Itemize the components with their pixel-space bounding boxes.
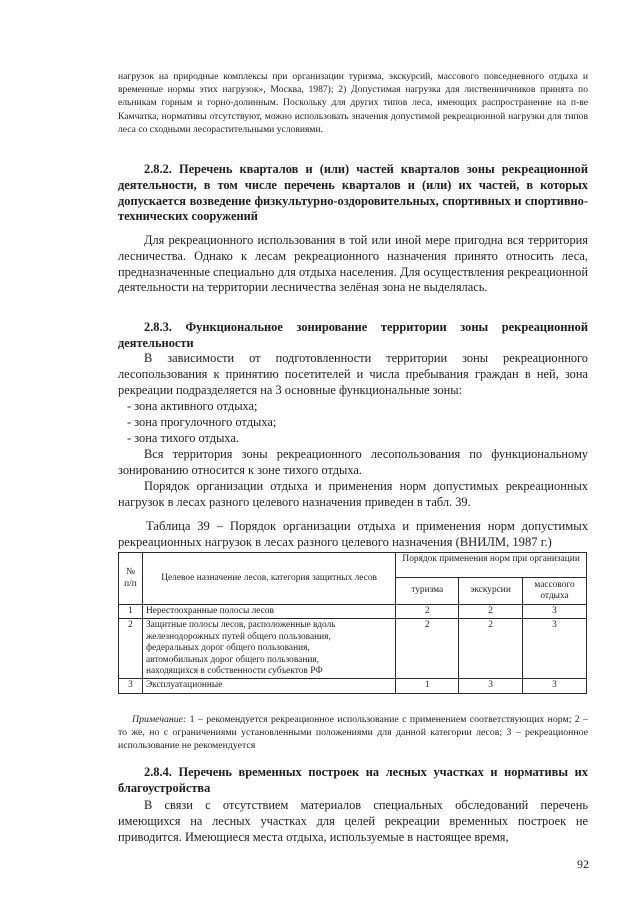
row-tourism: 1 — [396, 679, 459, 693]
section-2-8-3-heading: 2.8.3. Функциональное зонирование территории зоны рекреационной деятельности — [118, 320, 588, 350]
row-mass: 3 — [523, 679, 587, 693]
note-text: 1 – рекомендуется рекреационное использование с применением соответствующих норм; 2 – то же, но с ограничениями установленными положениями для данной категории лесов; 3 – рекреационное использование не рекомендуется — [118, 714, 588, 751]
section-2-8-2-paragraph: Для рекреационного использования в той или иной мере пригодна вся территория лесничества. Однако к лесам рекреационного назначения принято относить леса, предназначенные специально для отдыха населения. Для осуществления рекреационной деятельности на территории лесничества зелёная зона не выделялась. — [118, 233, 588, 295]
row-tourism: 2 — [396, 605, 459, 619]
table-note — [118, 713, 588, 752]
row-mass: 3 — [523, 605, 587, 619]
table-caption: Таблица 39 – Порядок организации отдыха и применения норм допустимых рекреационных нагрузок в лесах разного целевого назначения (ВНИЛМ, 1987 г.) — [118, 519, 588, 549]
section-2-8-4-paragraph: В связи с отсутствием материалов специальных обследований перечень имеющихся на лесных участках для целей рекреации временных построек не приводится. Имеющиеся места отдыха, используемые в настоящее время, — [118, 798, 588, 844]
page-number: 92 — [577, 857, 589, 871]
row-tourism: 2 — [396, 619, 459, 679]
row-purpose: Эксплуатационные — [142, 679, 395, 693]
row-num: 2 — [119, 619, 143, 679]
section-2-8-4-heading: 2.8.4. Перечень временных построек на лесных участках и нормативы их благоустройства — [118, 765, 588, 795]
zone-item-active: - зона активного отдыха; — [127, 399, 258, 413]
section-2-8-2-heading: 2.8.2. Перечень кварталов и (или) частей кварталов зоны рекреационной деятельности, в том числе перечень кварталов и (или) их частей, в которых допускается возведение физкультурно-оздоровительных, спортивных и спортивно-технических сооружений — [118, 162, 588, 224]
section-2-8-3-paragraph-2: Вся территория зоны рекреационного лесопользования по функциональному зонированию относится к зоне тихого отдыха. — [118, 447, 588, 477]
intro-paragraph: нагрузок на природные комплексы при организации туризма, экскурсий, массового повседневного отдыха и временные нормы этих нагрузок», Москва, 1987); 2) Допустимая нагрузка для лиственничников принята по ельникам горным и горно-долинным. Поскольку для других типов леса, имеющих распространение на п-ве Камчатка, нормативы отсутствуют, можно использовать значения допустимой рекреационной нагрузки для типов леса со сходными лесорастительными условиями. — [118, 71, 588, 135]
row-num: 1 — [119, 605, 143, 619]
subheader-excursions: экскурсии — [459, 578, 523, 605]
note-label: Примечание: — [132, 714, 187, 725]
section-2-8-3-paragraph-3: Порядок организации отдыха и применения норм допустимых рекреационных нагрузок в лесах разного целевого назначения приведен в табл. 39. — [118, 479, 588, 509]
zone-item-walking: - зона прогулочного отдыха; — [127, 415, 277, 429]
col-num-header: № п/п — [119, 553, 143, 605]
row-excursions: 2 — [459, 605, 523, 619]
table-header-row — [119, 553, 587, 578]
col-group-header: Порядок применения норм при организации — [396, 553, 587, 578]
table-row — [119, 679, 587, 693]
col-purpose-header: Целевое назначение лесов, категория защитных лесов — [142, 553, 395, 605]
row-purpose: Защитные полосы лесов, расположенные вдоль железнодорожных путей общего пользования, федеральных дорог общего пользования, автомобильных дорог общего пользования, находящихся в собственности субъектов РФ — [142, 619, 395, 679]
row-mass: 3 — [523, 619, 587, 679]
subheader-tourism: туризма — [396, 578, 459, 605]
zone-item-quiet: - зона тихого отдыха. — [127, 431, 240, 445]
table-row — [119, 619, 587, 679]
row-num: 3 — [119, 679, 143, 693]
table-row — [119, 605, 587, 619]
subheader-mass: массового отдыха — [523, 578, 587, 605]
section-2-8-3-paragraph: В зависимости от подготовленности территории зоны рекреационного лесопользования к принятию посетителей и числа пребывания граждан в ней, зона рекреации подразделяется на 3 основные функциональные зоны: — [118, 351, 588, 397]
row-purpose: Нерестоохранные полосы лесов — [142, 605, 395, 619]
row-excursions: 2 — [459, 619, 523, 679]
row-excursions: 3 — [459, 679, 523, 693]
table-39 — [118, 552, 587, 694]
